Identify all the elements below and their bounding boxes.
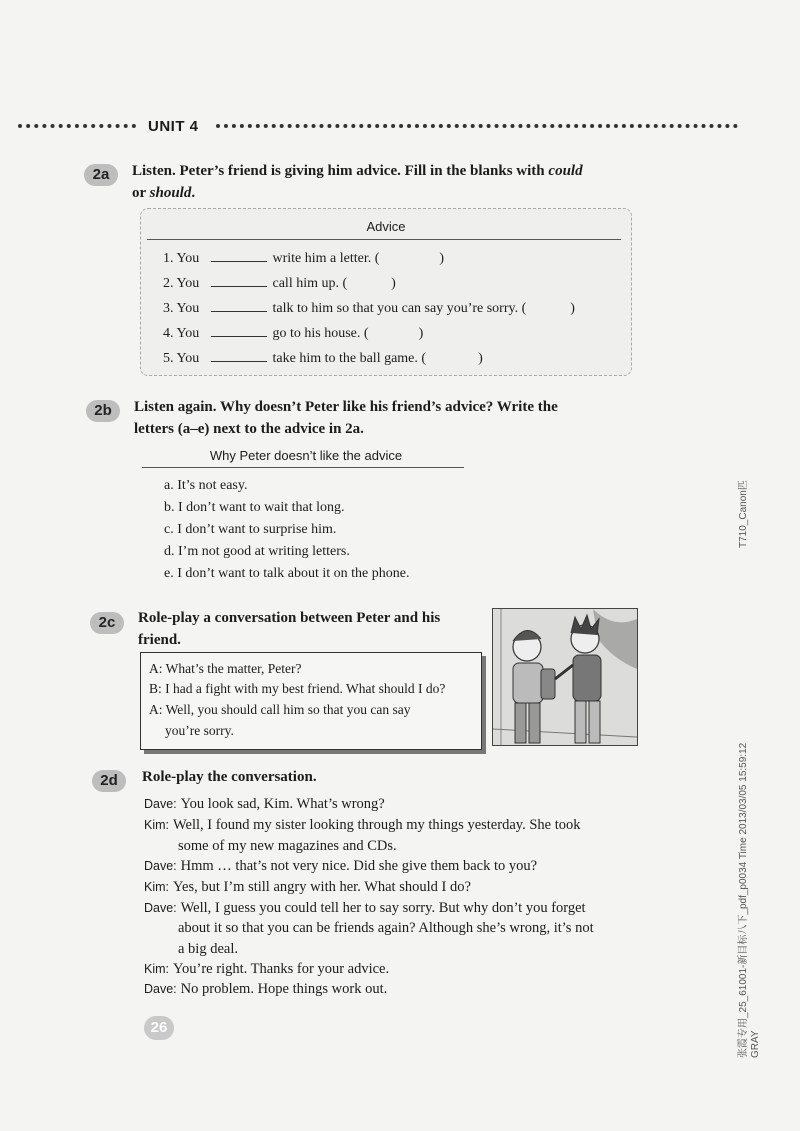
dialog-text: You look sad, Kim. What’s wrong?	[180, 796, 385, 812]
conversation-box	[140, 652, 482, 750]
instruction-2a-text: Listen. Peter’s friend is giving him advice. Fill in the blanks with	[132, 163, 549, 179]
advice-num: 2. You	[163, 276, 200, 291]
dialog-text: No problem. Hope things work out.	[180, 981, 388, 997]
advice-item	[163, 322, 423, 342]
speaker-label: Dave:	[144, 859, 177, 873]
advice-item	[163, 247, 444, 267]
dialog-line	[178, 920, 594, 937]
scan-side-label-top: T710_Canon匹	[738, 480, 749, 548]
reason-item: b. I don’t want to wait that long.	[164, 500, 345, 515]
instruction-2b-line1: Listen again. Why doesn’t Peter like his friend’s advice? Write the	[134, 399, 558, 415]
dialog-line	[178, 941, 238, 958]
page-number: 26	[144, 1016, 174, 1040]
conversation-line: A: Well, you should call him so that you can say	[149, 702, 411, 717]
advice-num: 3. You	[163, 301, 200, 316]
reason-item: d. I’m not good at writing letters.	[164, 544, 350, 559]
instruction-2c	[138, 607, 478, 651]
dialog-line	[144, 796, 385, 813]
advice-item	[163, 272, 396, 292]
advice-close: )	[570, 301, 575, 316]
header-dots-right	[216, 124, 738, 128]
dialog-text: Hmm … that’s not very nice. Did she give them back to you?	[180, 858, 538, 874]
instruction-2a-end: .	[191, 185, 196, 201]
conversation-line: you’re sorry.	[165, 723, 234, 738]
reasons-rule	[142, 467, 464, 468]
conversation-line: A: What’s the matter, Peter?	[149, 661, 302, 676]
advice-text: go to his house. (	[272, 326, 369, 341]
section-badge-2c: 2c	[90, 612, 124, 634]
reason-item: a. It’s not easy.	[164, 478, 248, 493]
scan-side-label-bottom: 张霞专用_25_61001-新目标八下_pdf_p0034 Time 2013/03/05 15:59:12	[738, 742, 749, 1058]
advice-num: 1. You	[163, 251, 200, 266]
advice-item	[163, 347, 483, 367]
advice-text: call him up. (	[272, 276, 348, 291]
dialog-text: Well, I found my sister looking through my things yesterday. She took	[173, 817, 581, 833]
reasons-title: Why Peter doesn’t like the advice	[209, 448, 403, 463]
illustration-boys	[492, 608, 638, 746]
dialog-line	[144, 961, 389, 978]
speaker-label: Dave:	[144, 982, 177, 996]
instruction-2c-line1: Role-play a conversation between Peter and his	[138, 610, 441, 626]
speaker-label: Kim:	[144, 962, 169, 976]
dialog-line	[178, 838, 397, 855]
instruction-2b-line2: letters (a–e) next to the advice in 2a.	[134, 421, 364, 437]
dialog-line	[144, 879, 471, 896]
scan-gray-label: GRAY	[750, 1030, 761, 1058]
advice-num: 4. You	[163, 326, 200, 341]
advice-close: )	[391, 276, 396, 291]
reason-item: c. I don’t want to surprise him.	[164, 522, 337, 537]
dialog-text: Yes, but I’m still angry with her. What should I do?	[173, 879, 471, 895]
answer-blank[interactable]	[211, 347, 267, 362]
dialog-text: about it so that you can be friends again? Although she’s wrong, it’s not	[178, 920, 594, 936]
advice-num: 5. You	[163, 351, 200, 366]
section-badge-2a: 2a	[84, 164, 118, 186]
speaker-label: Dave:	[144, 797, 177, 811]
instruction-2b	[134, 396, 634, 440]
section-badge-2d: 2d	[92, 770, 126, 792]
answer-blank[interactable]	[211, 297, 267, 312]
header-dots-left	[18, 124, 136, 128]
dialog-line	[144, 900, 586, 917]
answer-blank[interactable]	[211, 272, 267, 287]
dialog-line	[144, 817, 580, 834]
advice-close: )	[439, 251, 445, 266]
advice-title: Advice	[366, 219, 406, 234]
dialog-line	[144, 981, 387, 998]
unit-title: UNIT 4	[148, 118, 199, 135]
speaker-label: Dave:	[144, 901, 177, 915]
instruction-2a-text2: or	[132, 185, 150, 201]
reason-item: e. I don’t want to talk about it on the phone.	[164, 566, 410, 581]
advice-item	[163, 297, 575, 317]
advice-box	[140, 208, 632, 376]
keyword-should: should	[149, 185, 192, 201]
section-badge-2b: 2b	[86, 400, 120, 422]
conversation-line: B: I had a fight with my best friend. What should I do?	[149, 681, 446, 696]
answer-blank[interactable]	[211, 322, 267, 337]
two-boys-illustration	[493, 609, 637, 745]
instruction-2a	[132, 160, 632, 204]
advice-close: )	[478, 351, 483, 366]
dialog-text: You’re right. Thanks for your advice.	[173, 961, 390, 977]
dialog-text: a big deal.	[178, 941, 238, 957]
advice-text: write him a letter. (	[272, 251, 380, 266]
speaker-label: Kim:	[144, 880, 169, 894]
unit-header	[18, 118, 738, 142]
keyword-could: could	[548, 163, 583, 179]
speaker-label: Kim:	[144, 818, 169, 832]
instruction-2d: Role-play the conversation.	[142, 769, 317, 785]
dialog-line	[144, 858, 537, 875]
instruction-2c-line2: friend.	[138, 632, 181, 648]
advice-text: talk to him so that you can say you’re sorry. (	[272, 301, 527, 316]
advice-rule	[147, 239, 621, 240]
advice-close: )	[418, 326, 424, 341]
answer-blank[interactable]	[211, 247, 267, 262]
dialog-text: Well, I guess you could tell her to say sorry. But why don’t you forget	[180, 900, 586, 916]
dialog-text: some of my new magazines and CDs.	[178, 838, 397, 854]
advice-text: take him to the ball game. (	[272, 351, 427, 366]
